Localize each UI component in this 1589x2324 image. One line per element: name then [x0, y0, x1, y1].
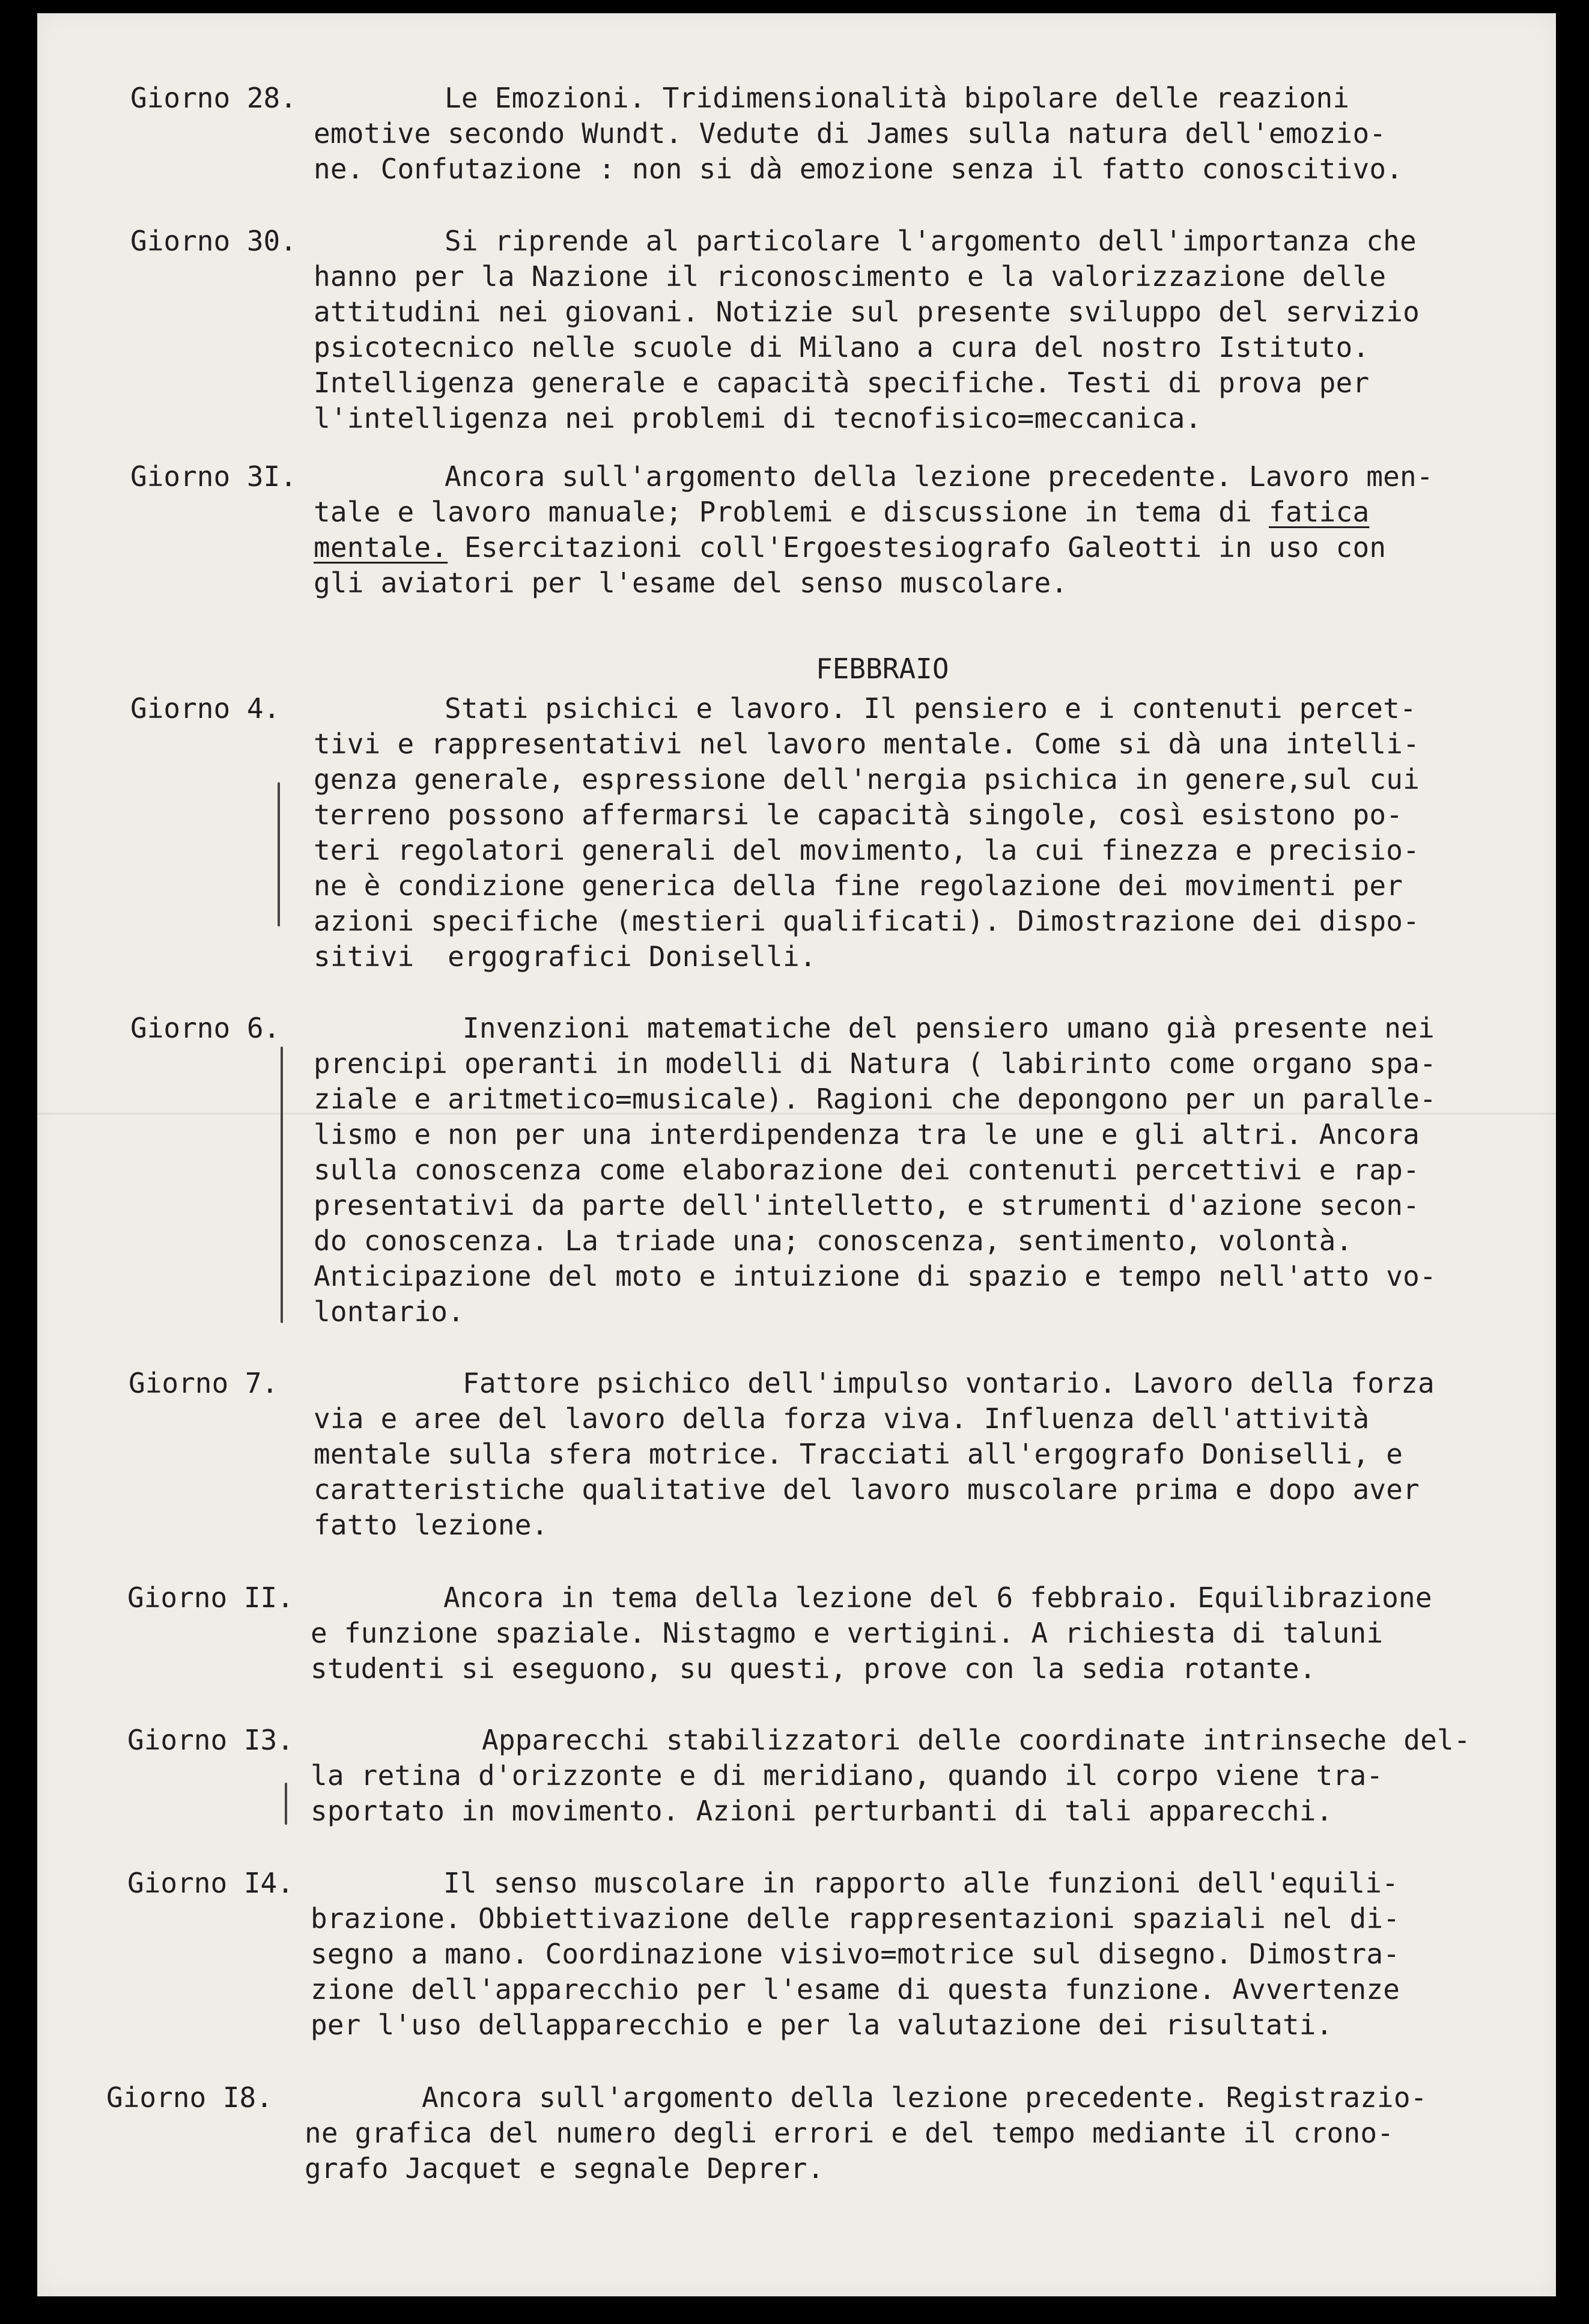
entry-label: Giorno I3. — [127, 1724, 294, 1756]
entry-line: teri regolatori generali del movimento, la cui finezza e precisio- — [314, 834, 1420, 866]
margin-pencil-mark — [285, 1783, 287, 1825]
entry-line: hanno per la Nazione il riconoscimento e la valorizzazione delle — [314, 260, 1387, 293]
underlined-word: fatica — [1268, 496, 1370, 528]
entry-line — [314, 494, 1369, 530]
entry-line: tivi e rappresentativi nel lavoro mentale. Come si dà una intelli- — [314, 728, 1420, 760]
entry-line: prencipi operanti in modelli di Natura ( labirinto come organo spa- — [314, 1047, 1436, 1080]
entry-line: la retina d'orizzonte e di meridiano, quando il corpo viene tra- — [311, 1759, 1384, 1792]
entry-label: Giorno 7. — [129, 1367, 279, 1399]
entry-label: Giorno 30. — [130, 225, 297, 257]
underlined-word: mentale. — [314, 531, 448, 564]
margin-pencil-mark — [281, 1047, 283, 1323]
entry-line — [314, 530, 1386, 565]
entry-line: ziale e aritmetico=musicale). Ragioni che depongono per un paralle- — [314, 1083, 1436, 1115]
entry-line: sulla conoscenza come elaborazione dei contenuti percettivi e rap- — [314, 1154, 1420, 1186]
entry-line: brazione. Obbiettivazione delle rappresentazioni spaziali nel di- — [311, 1902, 1400, 1935]
entry-line: ne. Confutazione : non si dà emozione senza il fatto conoscitivo. — [314, 153, 1403, 185]
entry-line: Intelligenza generale e capacità specifiche. Testi di prova per — [314, 367, 1370, 399]
entry-line-text: tale e lavoro manuale; Problemi e discussione in tema di — [314, 496, 1269, 528]
entry-line: sitivi ergografici Doniselli. — [314, 940, 816, 973]
entry-line: segno a mano. Coordinazione visivo=motrice sul disegno. Dimostra- — [311, 1938, 1400, 1970]
entry-line: do conoscenza. La triade una; conoscenza, sentimento, volontà. — [314, 1224, 1353, 1257]
entry-label: Giorno 6. — [130, 1012, 281, 1044]
entry-line: psicotecnico nelle scuole di Milano a cura del nostro Istituto. — [314, 331, 1370, 364]
entry-line: l'intelligenza nei problemi di tecnofisico=meccanica. — [314, 402, 1202, 434]
entry-line: Il senso muscolare in rapporto alle funzioni dell'equili- — [443, 1867, 1399, 1899]
entry-line: Ancora sull'argomento della lezione precedente. Registrazio- — [422, 2081, 1427, 2114]
entry-line: Apparecchi stabilizzatori delle coordinate intrinseche del- — [482, 1724, 1471, 1756]
entry-line: Stati psichici e lavoro. Il pensiero e i contenuti percet- — [445, 692, 1417, 725]
entry-line: mentale sulla sfera motrice. Tracciati all'ergografo Doniselli, e — [314, 1438, 1403, 1470]
entry-label: Giorno 28. — [130, 82, 297, 114]
entry-line: fatto lezione. — [314, 1509, 548, 1541]
entry-line: attitudini nei giovani. Notizie sul presente sviluppo del servizio — [314, 296, 1420, 328]
entry-line: ne è condizione generica della fine regolazione dei movimenti per — [314, 869, 1403, 902]
entry-line: Le Emozioni. Tridimensionalità bipolare delle reazioni — [445, 82, 1350, 114]
entry-line: terreno possono affermarsi le capacità singole, così esistono po- — [314, 798, 1403, 831]
entry-label: Giorno I4. — [127, 1867, 294, 1899]
entry-line: studenti si eseguono, su questi, prove con la sedia rotante. — [311, 1652, 1316, 1685]
entry-line: caratteristiche qualitative del lavoro muscolare prima e dopo aver — [314, 1473, 1420, 1506]
entry-line: emotive secondo Wundt. Vedute di James sulla natura dell'emozio- — [314, 117, 1387, 150]
entry-line: zione dell'apparecchio per l'esame di questa funzione. Avvertenze — [311, 1973, 1400, 2006]
entry-line: sportato in movimento. Azioni perturbanti di tali apparecchi. — [311, 1795, 1333, 1827]
entry-line: lontario. — [314, 1295, 465, 1328]
entry-label: Giorno 3I. — [130, 460, 297, 493]
entry-line: Ancora in tema della lezione del 6 febbraio. Equilibrazione — [443, 1581, 1432, 1614]
margin-pencil-mark — [278, 782, 280, 926]
entry-line: Ancora sull'argomento della lezione precedente. Lavoro men- — [445, 460, 1433, 493]
entry-line: genza generale, espressione dell'nergia psichica in genere,sul cui — [314, 763, 1420, 795]
entry-line: e funzione spaziale. Nistagmo e vertigini. A richiesta di taluni — [311, 1617, 1384, 1649]
entry-line: grafo Jacquet e segnale Deprer. — [305, 2152, 824, 2185]
entry-line: presentativi da parte dell'intelletto, e strumenti d'azione secon- — [314, 1189, 1420, 1221]
entry-line: Invenzioni matematiche del pensiero umano già presente nei — [463, 1012, 1435, 1044]
entry-line: via e aree del lavoro della forza viva. Influenza dell'attività — [314, 1402, 1370, 1435]
entry-line-text: Esercitazioni coll'Ergoestesiografo Galeotti in uso con — [448, 531, 1387, 564]
entry-line: gli aviatori per l'esame del senso muscolare. — [314, 567, 1068, 599]
section-heading: FEBBRAIO — [816, 652, 949, 685]
entry-line: azioni specifiche (mestieri qualificati). Dimostrazione dei dispo- — [314, 905, 1420, 937]
entry-label: Giorno II. — [127, 1581, 294, 1614]
entry-line: lismo e non per una interdipendenza tra le une e gli altri. Ancora — [314, 1118, 1420, 1151]
entry-line: Anticipazione del moto e intuizione di spazio e tempo nell'atto vo- — [314, 1260, 1436, 1292]
entry-label: Giorno 4. — [130, 692, 281, 725]
entry-line: per l'uso dellapparecchio e per la valutazione dei risultati. — [311, 2009, 1333, 2041]
document-page — [37, 13, 1556, 2296]
entry-line: ne grafica del numero degli errori e del tempo mediante il crono- — [305, 2117, 1394, 2149]
entry-line: Si riprende al particolare l'argomento dell'importanza che — [445, 225, 1417, 257]
entry-label: Giorno I8. — [106, 2081, 273, 2114]
entry-line: Fattore psichico dell'impulso vontario. Lavoro della forza — [463, 1367, 1435, 1399]
